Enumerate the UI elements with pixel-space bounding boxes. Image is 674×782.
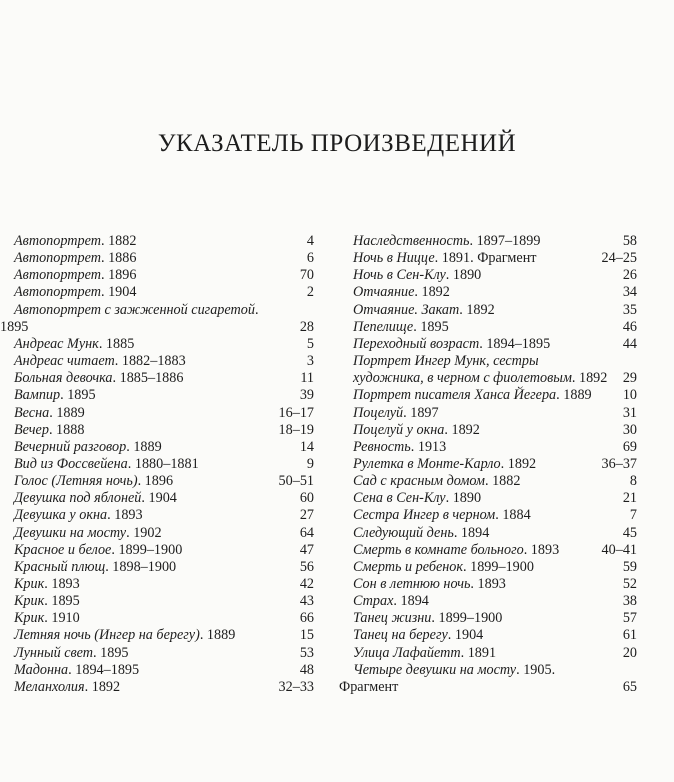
work-date: . 1892	[571, 370, 608, 387]
work-date: . 1893	[523, 541, 560, 558]
page-number: 28	[299, 318, 314, 335]
page-number: 10	[622, 387, 637, 404]
work-date: . 1894–1895	[68, 661, 140, 678]
work-name: Крик	[14, 593, 45, 610]
work-name: Смерть и ребенок	[353, 558, 464, 575]
work-date: . 1894	[453, 524, 490, 541]
page-number: 48	[299, 661, 314, 678]
page-number: 44	[622, 335, 637, 352]
work-date: . 1892	[414, 284, 450, 301]
work-date: . 1894	[393, 593, 429, 610]
work-date: . 1904	[447, 627, 484, 644]
work-name: Летняя ночь (Ингер на берегу)	[14, 627, 200, 644]
page-number: 34	[622, 284, 637, 301]
work-name: Весна	[14, 404, 50, 421]
work-date: . 1889	[49, 404, 85, 421]
page-number: 5	[306, 335, 314, 352]
work-date: . 1890	[445, 267, 482, 284]
work-date: . 1889	[199, 627, 236, 644]
work-date: . 1890	[445, 490, 482, 507]
page-number: 45	[622, 524, 637, 541]
page-number: 9	[306, 455, 314, 472]
work-name: художника, в черном с фиолетовым	[353, 370, 572, 387]
work-name: Улица Лафайетт	[353, 644, 461, 661]
work-date: . 1894–1895	[479, 335, 551, 352]
work-date: . 1902	[126, 524, 162, 541]
page-number: 26	[622, 267, 637, 284]
page-number: 57	[622, 610, 637, 627]
work-name: Девушка под яблоней	[14, 490, 142, 507]
work-name: Вид из Фоссвейена	[14, 455, 128, 472]
work-name: Переходный возраст	[353, 335, 480, 352]
page-number: 70	[299, 267, 314, 284]
work-name: Танец жизни	[353, 610, 432, 627]
work-name: Портрет писателя Ханса Йегера	[353, 387, 557, 404]
work-name: Вампир	[14, 387, 61, 404]
work-name: Сена в Сен-Клу	[353, 490, 446, 507]
page-number: 35	[622, 301, 637, 318]
work-date: . 1893	[470, 576, 506, 592]
work-name: Лунный свет	[14, 644, 94, 661]
work-date: . 1892	[459, 301, 495, 318]
page-number: 69	[622, 438, 637, 455]
page-number: 31	[622, 404, 637, 421]
work-date: . 1897–1899	[469, 233, 541, 249]
page-number: 56	[299, 558, 314, 575]
page-number: 4	[306, 233, 314, 249]
page-number: 61	[622, 627, 637, 644]
work-date: . 1892	[84, 678, 121, 695]
work-date: . 1880–1881	[127, 455, 199, 472]
work-date: . 1896	[137, 473, 174, 490]
work-name: Сон в летнюю ночь	[353, 576, 471, 592]
work-date: . 1893	[107, 507, 143, 524]
work-name: Сестра Ингер в черном	[353, 507, 496, 524]
work-name: Танец на берегу	[353, 627, 448, 644]
work-date: . 1910	[44, 610, 80, 627]
work-name: Крик	[14, 610, 45, 627]
work-date: . 1892	[500, 455, 537, 472]
work-date: . 1888	[48, 421, 85, 438]
page-number: 39	[299, 387, 314, 404]
work-date: . 1899–1900	[431, 610, 503, 627]
page-number: 30	[622, 421, 637, 438]
work-name: Портрет Ингер Мунк, сестры	[353, 353, 539, 370]
page-number: 53	[299, 644, 314, 661]
page-number: 58	[622, 233, 637, 249]
work-name: Ночь в Сен-Клу	[353, 267, 446, 284]
work-date: . 1884	[495, 507, 531, 524]
work-date: . 1904	[141, 490, 177, 507]
page-number: 20	[622, 644, 637, 661]
work-name: Вечер	[14, 421, 49, 438]
index-entry	[0, 677, 637, 697]
work-name: Отчаяние. Закат	[353, 301, 460, 318]
work-date: . 1899–1900	[463, 558, 534, 575]
work-name: Голос (Летняя ночь)	[14, 473, 138, 490]
work-name: Андреас читает	[14, 353, 115, 370]
work-name: Красный плющ	[14, 558, 106, 575]
work-date: . 1913	[410, 438, 447, 455]
work-name: Ревность	[353, 438, 411, 455]
work-name: Отчаяние	[353, 284, 415, 301]
work-name: Девушки на мосту	[14, 524, 127, 541]
work-date: . 1882	[100, 233, 137, 249]
work-date: . 1885–1886	[112, 370, 184, 387]
page-title: УКАЗАТЕЛЬ ПРОИЗВЕДЕНИЙ	[157, 130, 517, 157]
work-date: . 1895	[413, 318, 449, 335]
work-name: Пепелище	[353, 318, 414, 335]
page-number: 40–41	[601, 541, 637, 558]
work-date: . 1889	[126, 438, 162, 455]
work-name: Страх	[353, 593, 394, 610]
work-name: Мадонна	[14, 661, 69, 678]
work-name: Красное и белое	[14, 541, 112, 558]
page-number: 3	[306, 353, 314, 370]
work-name: Девушка у окна	[14, 507, 108, 524]
entry-title	[339, 677, 398, 697]
page-number: 50–51	[278, 473, 314, 490]
work-date: . 1893	[44, 576, 80, 592]
page-number: 18–19	[278, 421, 314, 438]
page-number: 29	[622, 370, 637, 387]
work-name: Автопортрет с зажженной сигаретой	[14, 301, 255, 318]
work-date: . 1882–1883	[114, 353, 186, 370]
page-number: 42	[299, 576, 314, 592]
work-date: 1895	[0, 318, 29, 335]
page-number: 21	[622, 490, 637, 507]
work-name: Наследственность	[353, 233, 470, 249]
page-number: 59	[622, 558, 637, 575]
work-name: Ночь в Ницце	[353, 250, 435, 267]
page-number: 7	[629, 507, 637, 524]
work-name: Автопортрет	[14, 284, 101, 301]
work-name: Андреас Мунк	[14, 335, 99, 352]
page-number: 8	[629, 473, 637, 490]
page-number: 38	[622, 593, 637, 610]
page-number: 43	[299, 593, 314, 610]
work-name: Автопортрет	[14, 267, 101, 284]
work-date: . 1904	[100, 284, 137, 301]
page-number: 66	[299, 610, 314, 627]
work-date: . 1886	[100, 250, 137, 267]
work-date: . 1891	[460, 644, 497, 661]
page-number: 60	[299, 490, 314, 507]
work-name: Следующий день	[353, 524, 454, 541]
page-number: 65	[622, 678, 637, 695]
work-date: . 1889	[556, 387, 592, 404]
work-date: . 1896	[100, 267, 137, 284]
work-name: Автопортрет	[14, 233, 101, 249]
page-number: 36–37	[601, 455, 637, 472]
work-name: Меланхолия	[14, 678, 85, 695]
page-number: 24–25	[601, 250, 637, 267]
page-number: 52	[622, 576, 637, 592]
work-name: Смерть в комнате больного	[353, 541, 524, 558]
work-name: Рулетка в Монте-Карло	[353, 455, 501, 472]
work-name: Вечерний разговор	[14, 438, 127, 455]
page-number: 14	[299, 438, 314, 455]
work-date: . 1891. Фрагмент	[434, 250, 537, 267]
page-number: 16–17	[278, 404, 314, 421]
work-name: Больная девочка	[14, 370, 113, 387]
work-date: .	[254, 301, 259, 318]
page-number: 27	[299, 507, 314, 524]
work-date: . 1895	[93, 644, 129, 661]
page-number: 6	[306, 250, 314, 267]
work-date: . 1897	[403, 404, 439, 421]
page-number: 47	[299, 541, 314, 558]
work-date: . 1892	[444, 421, 480, 438]
work-name: Сад с красным домом	[353, 473, 485, 490]
work-date: Фрагмент	[339, 678, 399, 695]
work-date: . 1895	[44, 593, 80, 610]
page-number: 64	[299, 524, 314, 541]
page-number: 2	[306, 284, 314, 301]
work-date: . 1895	[60, 387, 96, 404]
work-date: . 1898–1900	[105, 558, 177, 575]
page-number: 46	[622, 318, 637, 335]
work-name: Крик	[14, 576, 45, 592]
work-name: Автопортрет	[14, 250, 101, 267]
page-number: 15	[299, 627, 314, 644]
work-name: Поцелуй	[353, 404, 404, 421]
page-number: 32–33	[278, 678, 314, 695]
work-name: Поцелуй у окна	[353, 421, 445, 438]
work-date: . 1905.	[516, 661, 556, 678]
page-number: 11	[300, 370, 314, 387]
work-date: . 1882	[484, 473, 521, 490]
work-date: . 1899–1900	[111, 541, 183, 558]
work-date: . 1885	[98, 335, 135, 352]
work-name: Четыре девушки на мосту	[353, 661, 517, 678]
